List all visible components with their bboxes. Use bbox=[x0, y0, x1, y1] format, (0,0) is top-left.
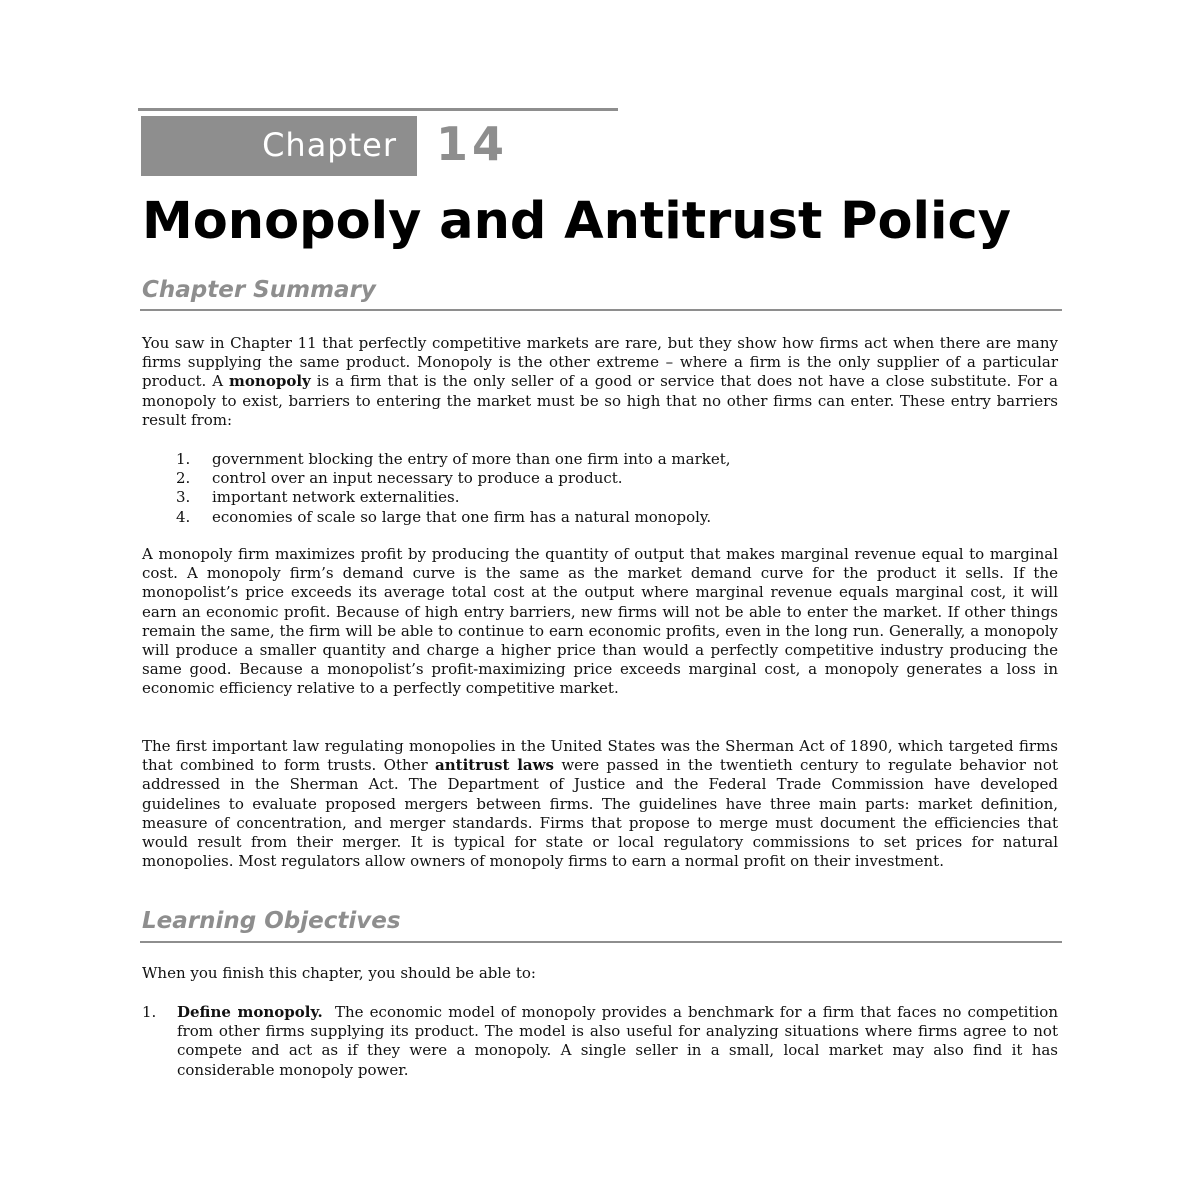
list-item bbox=[142, 488, 1058, 507]
list-number: 1. bbox=[176, 450, 191, 468]
chapter-top-rule bbox=[138, 108, 618, 111]
objective-text: The economic model of monopoly provides a benchmark for a firm that faces no competition from other firms supplying its product. The model is also useful for analyzing situations where firms agree to not compete and act as if they were a monopoly. A single seller in a small, local market may also find it has considerable monopoly power. bbox=[177, 1003, 1058, 1079]
objective-item bbox=[142, 1003, 1058, 1080]
list-item-text: government blocking the entry of more than one firm into a market, bbox=[212, 450, 731, 468]
chapter-title: Monopoly and Antitrust Policy bbox=[142, 192, 1011, 251]
summary-p1-text-a: You saw in Chapter 11 that perfectly competitive markets are rare, but they show how firms act when there are many firms supplying the same product. Monopoly is the other extreme – where a firm is the only supplier of a particular product. A bbox=[142, 334, 1058, 391]
chapter-label: Chapter bbox=[262, 126, 397, 164]
summary-paragraph-1 bbox=[142, 334, 1058, 430]
objective-number: 1. bbox=[142, 1003, 157, 1021]
list-number: 4. bbox=[176, 507, 191, 526]
list-item-text: important network externalities. bbox=[212, 488, 460, 507]
objectives-intro: When you finish this chapter, you should be able to: bbox=[142, 964, 536, 982]
list-number: 3. bbox=[176, 488, 191, 507]
list-item bbox=[142, 450, 1058, 469]
term-monopoly: monopoly bbox=[229, 372, 311, 391]
summary-p3-text-a: The first important law regulating monopolies in the United States was the Sherman Act of 1890, which targeted firms that combined to form trusts. Other bbox=[142, 737, 1058, 775]
list-item bbox=[142, 508, 1058, 527]
chapter-number: 14 bbox=[436, 117, 509, 171]
list-item bbox=[142, 469, 1058, 488]
list-item-text: control over an input necessary to produce a product. bbox=[212, 469, 623, 488]
objective-title: Define monopoly. bbox=[177, 1003, 323, 1021]
term-antitrust-laws: antitrust laws bbox=[435, 756, 554, 775]
entry-barriers-list bbox=[142, 450, 1058, 527]
objectives-heading: Learning Objectives bbox=[142, 908, 401, 934]
summary-heading: Chapter Summary bbox=[142, 277, 376, 303]
summary-paragraph-2: A monopoly firm maximizes profit by producing the quantity of output that makes marginal revenue equal to marginal cost. A monopoly firm’s demand curve is the same as the market demand curve for the product it sells. If the monopolist’s price exceeds its average total cost at the output where marginal revenue equals marginal cost, it will earn an economic profit. Because of high entry barriers, new firms will not be able to enter the market. If other things remain the same, the firm will be able to continue to earn economic profits, even in the long run. Generally, a monopoly will produce a smaller quantity and charge a higher price than would a perfectly competitive industry producing the same good. Because a monopolist’s profit-maximizing price exceeds marginal cost, a monopoly generates a loss in economic efficiency relative to a perfectly competitive market. bbox=[142, 545, 1058, 698]
list-number: 2. bbox=[176, 469, 191, 488]
list-item-text: economies of scale so large that one firm has a natural monopoly. bbox=[212, 507, 712, 526]
summary-rule bbox=[140, 309, 1062, 311]
objective-body bbox=[177, 1003, 1058, 1080]
summary-p3-text-b: were passed in the twentieth century to regulate behavior not addressed in the Sherman Act. The Department of Justice and the Federal Trade Commission have developed guidelines to evaluate proposed mergers between firms. The guidelines have three main parts: market definition, measure of concentration, and merger standards. Firms that propose to merge must document the efficiencies that would result from their merger. It is typical for state or local regulatory commissions to set prices for natural monopolies. Most regulators allow owners of monopoly firms to earn a normal profit on their investment. bbox=[142, 756, 1058, 871]
summary-paragraph-3 bbox=[142, 737, 1058, 871]
summary-p1-text-b: is a firm that is the only seller of a good or service that does not have a close substitute. For a monopoly to exist, barriers to entering the market must be so high that no other firms can enter. These entry barriers result from: bbox=[142, 372, 1058, 429]
objectives-rule bbox=[140, 941, 1062, 943]
chapter-label-box bbox=[141, 116, 417, 176]
